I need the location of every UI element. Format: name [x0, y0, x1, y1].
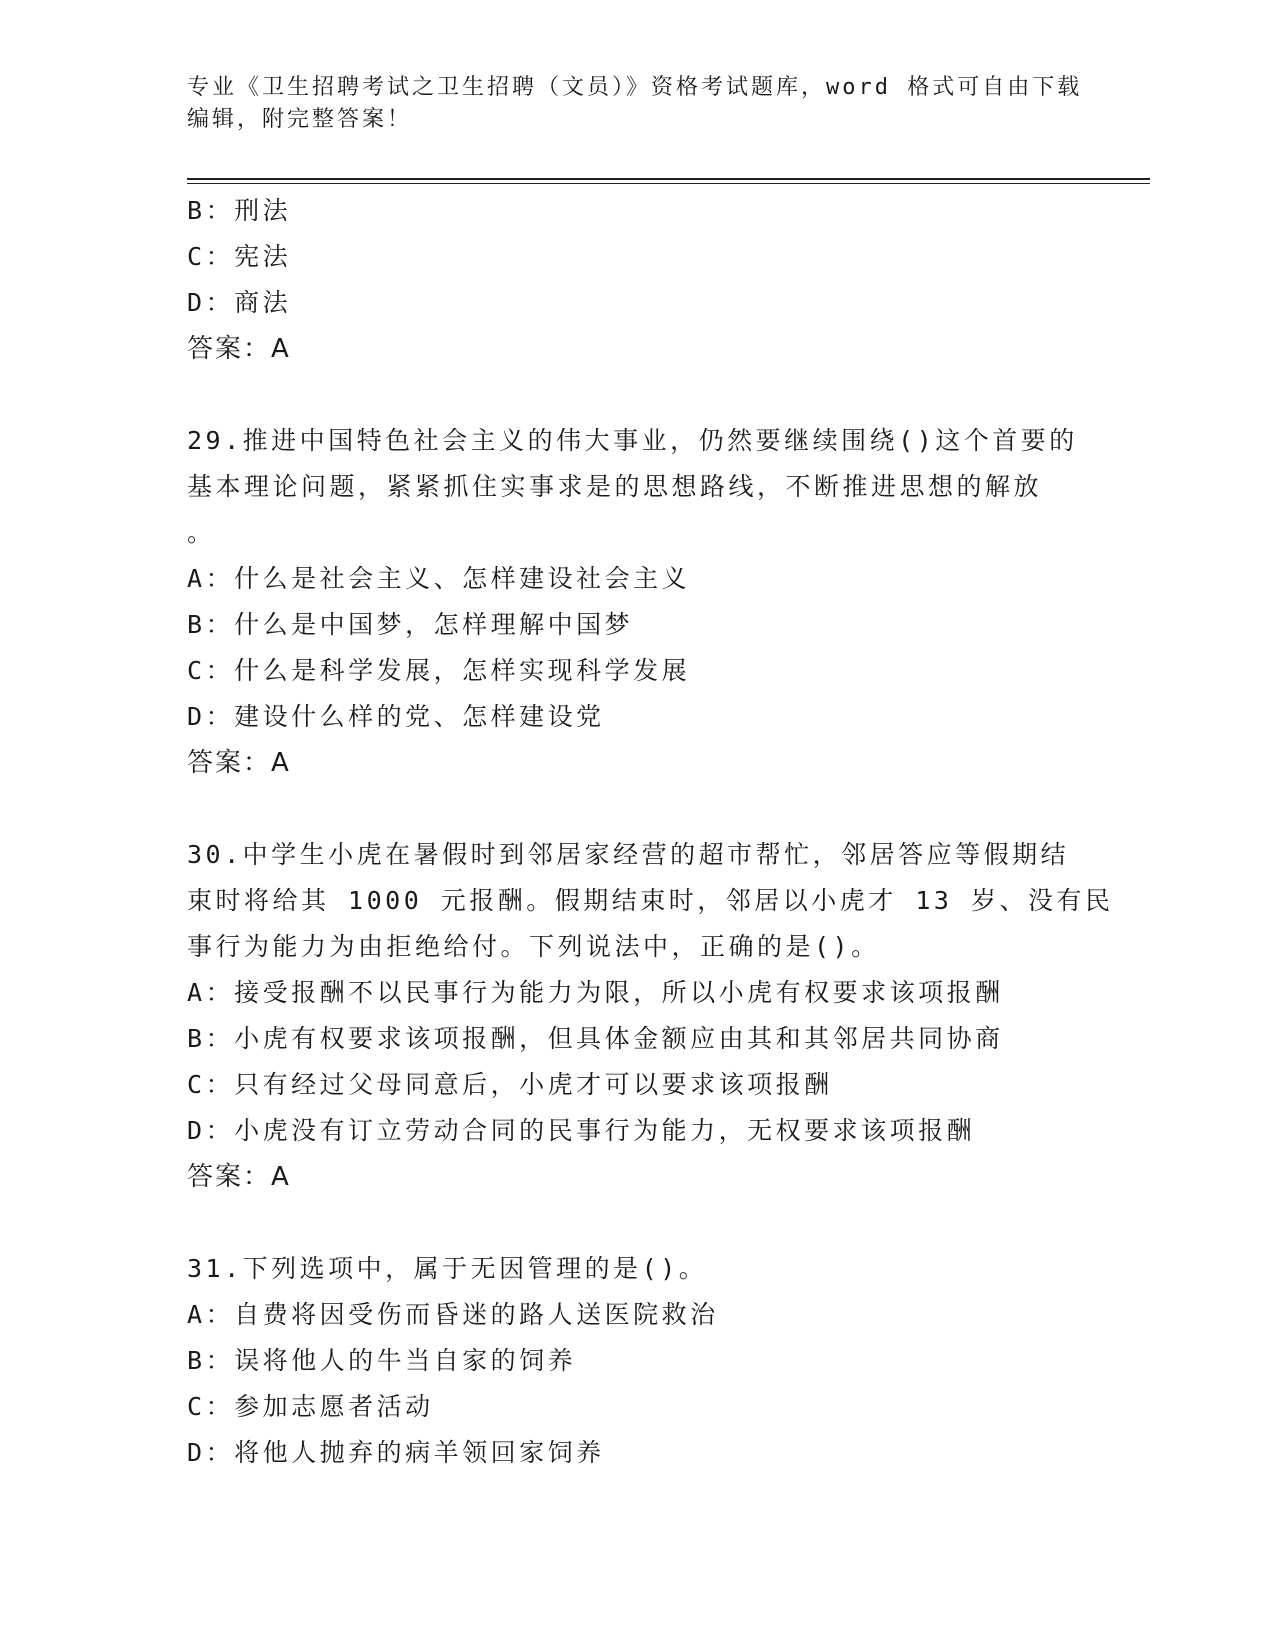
question-31 — [187, 1246, 1087, 1476]
question-stem-line: 事行为能力为由拒绝给付。下列说法中，正确的是()。 — [187, 932, 880, 961]
option-b: B：刑法 — [187, 196, 292, 225]
question-stem-line: 31.下列选项中，属于无因管理的是()。 — [187, 1254, 708, 1283]
option-c: C：参加志愿者活动 — [187, 1392, 434, 1421]
option-a: A：什么是社会主义、怎样建设社会主义 — [187, 564, 691, 593]
option-d: D：将他人抛弃的病羊领回家饲养 — [187, 1438, 605, 1467]
spacer — [187, 372, 1087, 418]
question-30 — [187, 832, 1114, 1200]
header-rule-thin — [187, 183, 1150, 184]
option-c: C：宪法 — [187, 242, 292, 271]
question-stem-line: 基本理论问题，紧紧抓住实事求是的思想路线，不断推进思想的解放 — [187, 472, 1043, 501]
question-stem-line: 29.推进中国特色社会主义的伟大事业，仍然要继续围绕()这个首要的 — [187, 426, 1078, 455]
question-content — [187, 188, 1114, 1476]
spacer — [187, 786, 1087, 832]
question-stem-line: 30.中学生小虎在暑假时到邻居家经营的超市帮忙，邻居答应等假期结 — [187, 840, 1070, 869]
question-stem-line: 。 — [187, 518, 216, 547]
option-a: A：接受报酬不以民事行为能力为限，所以小虎有权要求该项报酬 — [187, 978, 1004, 1007]
answer-line: 答案：A — [187, 748, 291, 778]
header-text: 专业《卫生招聘考试之卫生招聘（文员）》资格考试题库，word 格式可自由下载编辑，附完整答案！ — [187, 75, 1083, 132]
option-d: D：小虎没有订立劳动合同的民事行为能力，无权要求该项报酬 — [187, 1116, 976, 1145]
option-b: B：什么是中国梦，怎样理解中国梦 — [187, 610, 634, 639]
header-rule-thick — [187, 178, 1150, 180]
answer-line: 答案：A — [187, 334, 291, 364]
option-d: D：建设什么样的党、怎样建设党 — [187, 702, 605, 731]
answer-line: 答案：A — [187, 1162, 291, 1192]
document-header — [187, 72, 1087, 136]
option-b: B：小虎有权要求该项报酬，但具体金额应由其和其邻居共同协商 — [187, 1024, 1004, 1053]
question-stem-line: 束时将给其 1000 元报酬。假期结束时，邻居以小虎才 13 岁、没有民 — [187, 886, 1114, 915]
prev-question-block — [187, 188, 1087, 372]
option-d: D：商法 — [187, 288, 292, 317]
option-c: C：什么是科学发展，怎样实现科学发展 — [187, 656, 691, 685]
option-c: C：只有经过父母同意后，小虎才可以要求该项报酬 — [187, 1070, 833, 1099]
option-b: B：误将他人的牛当自家的饲养 — [187, 1346, 577, 1375]
question-29 — [187, 418, 1087, 786]
option-a: A：自费将因受伤而昏迷的路人送医院救治 — [187, 1300, 719, 1329]
spacer — [187, 1200, 1087, 1246]
